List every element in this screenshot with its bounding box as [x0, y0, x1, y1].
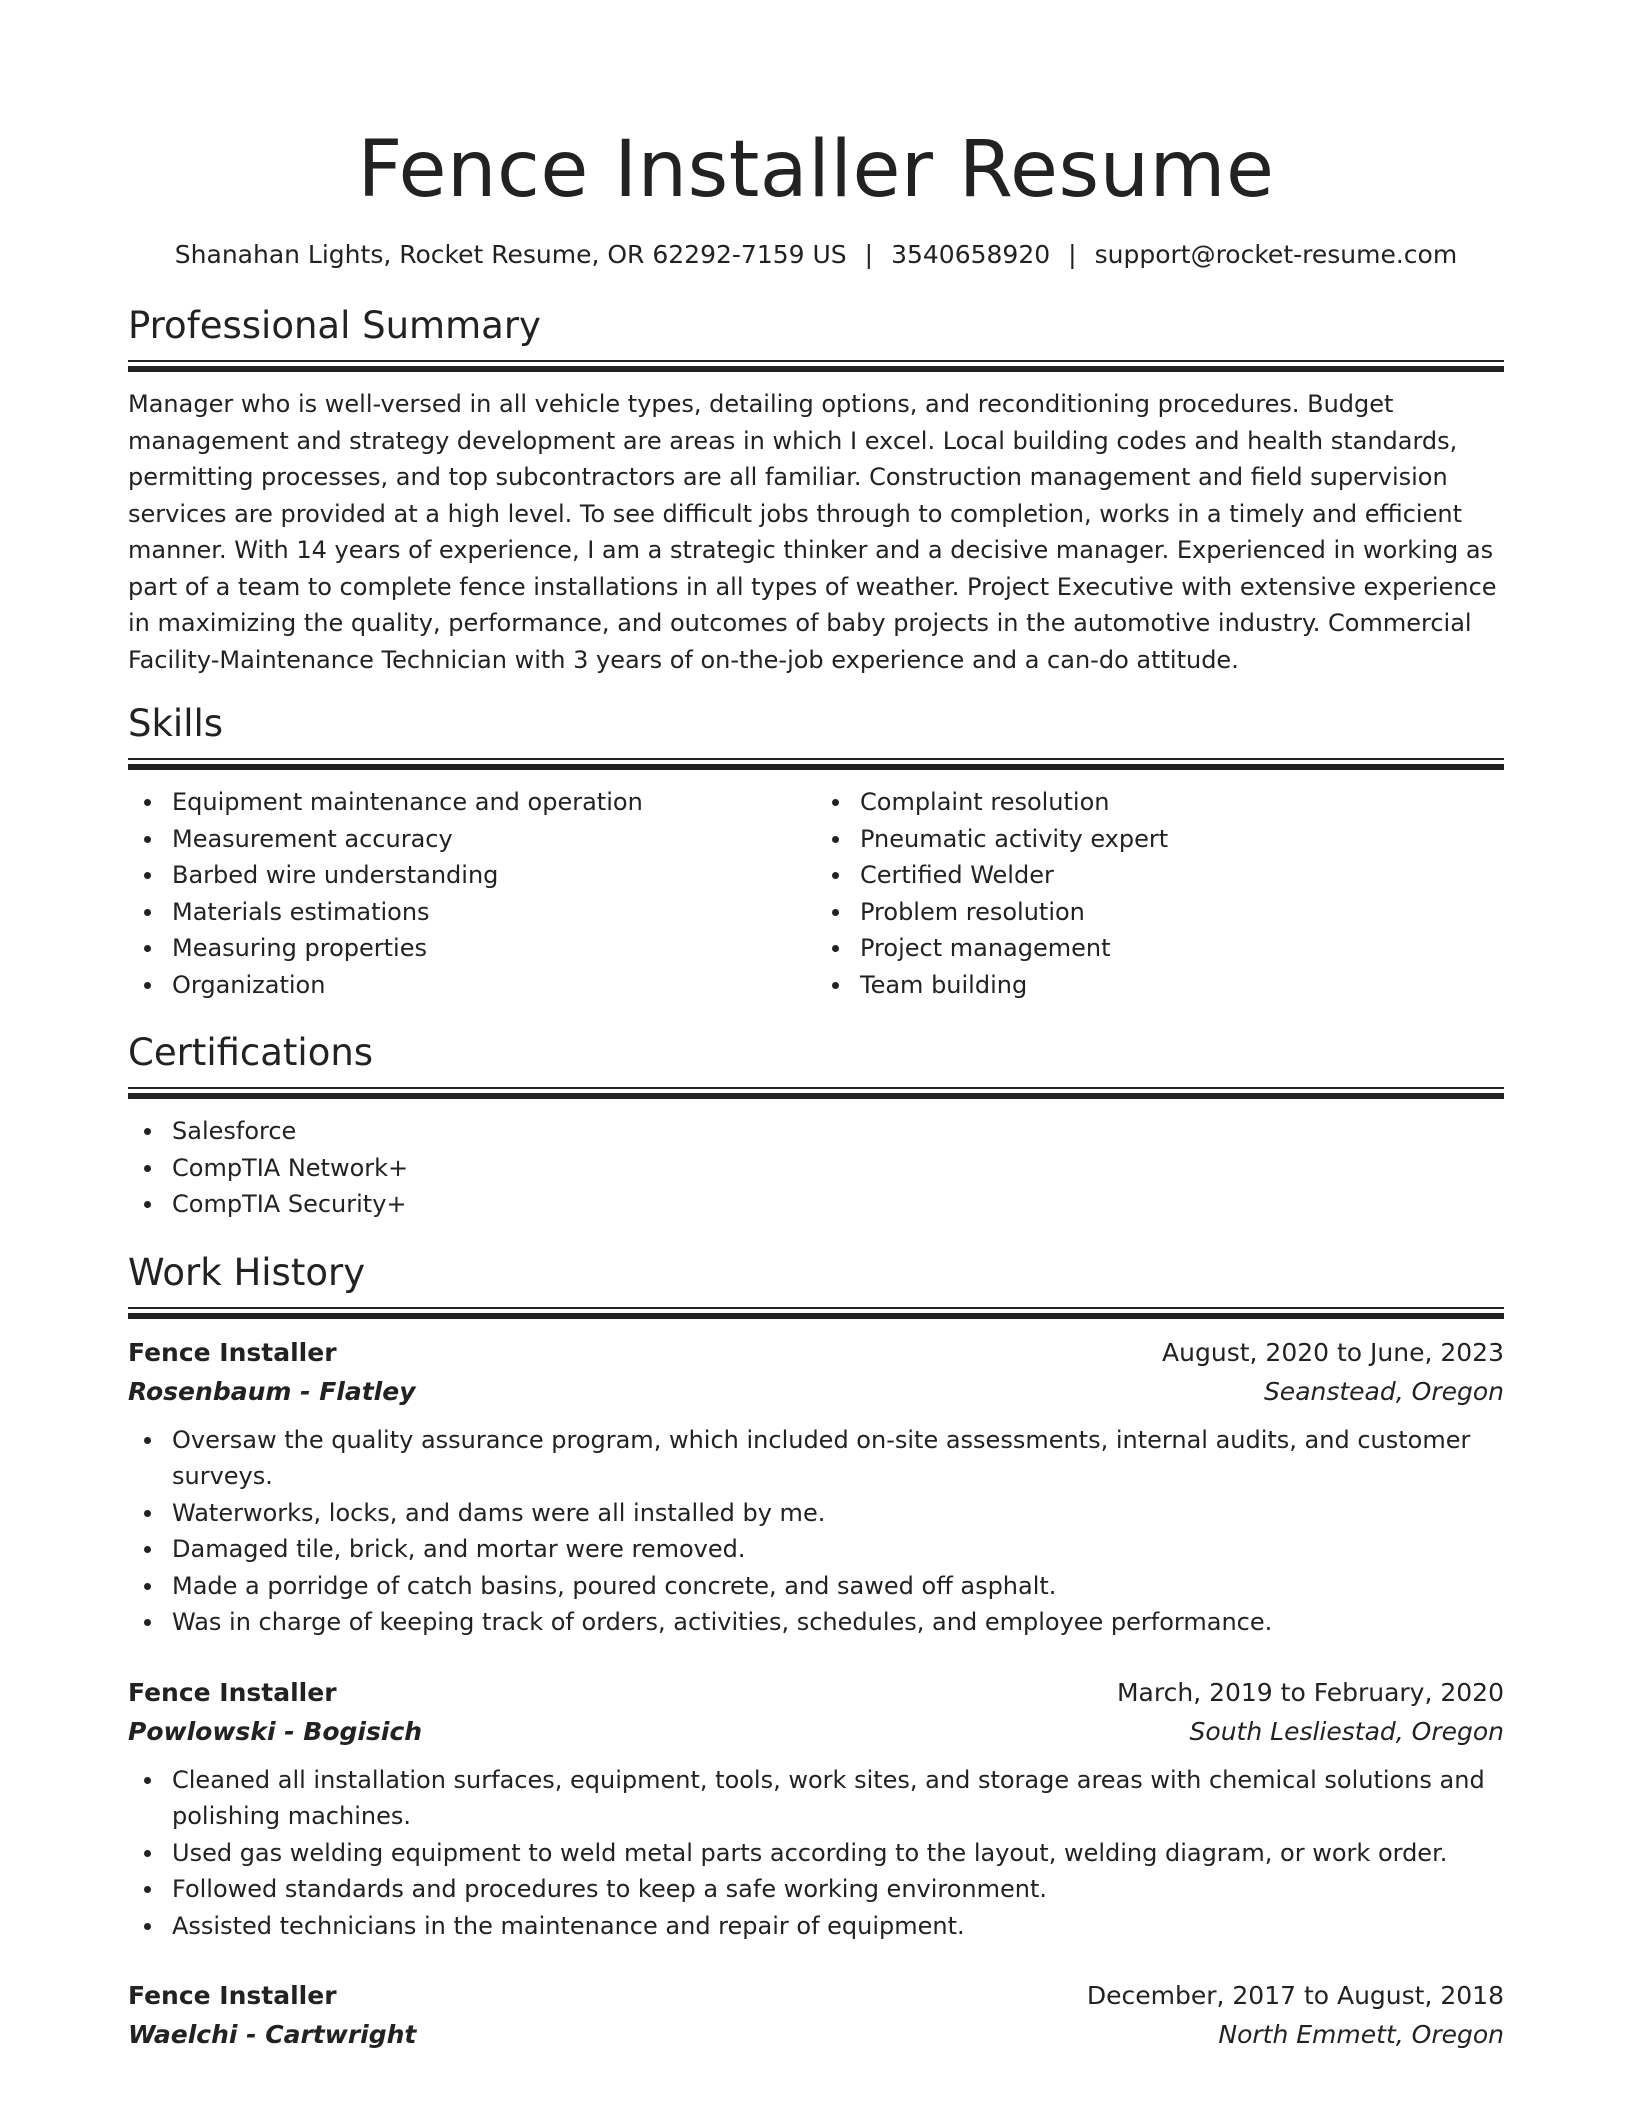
- skills-section: [128, 700, 1504, 1003]
- skill-item: Problem resolution: [816, 894, 1504, 931]
- job-company-row: [128, 1712, 1504, 1751]
- summary-text: Manager who is well-versed in all vehicle types, detailing options, and reconditioning procedures. Budget management and strategy development are areas in which I excel. Local building codes and health standards, permitting processes, and top subcontractors are all familiar. Construction management and field supervision services are provided at a high level. To see difficult jobs through to completion, works in a timely and efficient manner. With 14 years of experience, I am a strategic thinker and a decisive manager. Experienced in working as part of a team to complete fence installations in all types of weather. Project Executive with extensive experience in maximizing the quality, performance, and outcomes of baby projects in the automotive industry. Commercial Facility-Maintenance Technician with 3 years of on-the-job experience and a can-do attitude.: [128, 390, 1497, 674]
- job-title: Fence Installer: [128, 1337, 337, 1367]
- certifications-section: [128, 1029, 1504, 1223]
- job-company: Waelchi - Cartwright: [128, 2020, 417, 2049]
- contact-line: [128, 238, 1504, 272]
- job-company: Powlowski - Bogisich: [128, 1716, 423, 1746]
- skill-item: Project management: [816, 930, 1504, 967]
- section-heading-work-history: Work History: [128, 1250, 366, 1294]
- contact-separator: |: [864, 240, 874, 269]
- job-entry: [128, 1976, 1504, 2054]
- job-company: Rosenbaum - Flatley: [128, 1376, 416, 1406]
- skills-right-column: [816, 784, 1504, 1003]
- skill-item: Barbed wire understanding: [128, 857, 816, 894]
- skills-grid: [128, 784, 1504, 1003]
- section-divider: [128, 1307, 1504, 1319]
- skill-item: Certified Welder: [816, 857, 1504, 894]
- job-header-row: [128, 1673, 1504, 1712]
- skill-item: Complaint resolution: [816, 784, 1504, 821]
- job-location: North Emmett, Oregon: [1218, 2020, 1504, 2049]
- skill-item: Measurement accuracy: [128, 821, 816, 858]
- job-bullets: [128, 1762, 1504, 1945]
- skills-left-column: [128, 784, 816, 1003]
- job-header-row: [128, 1976, 1504, 2015]
- job-location: Seanstead, Oregon: [1263, 1376, 1504, 1406]
- job-bullets: [128, 1422, 1504, 1641]
- skill-item: Equipment maintenance and operation: [128, 784, 816, 821]
- section-divider: [128, 360, 1504, 372]
- phone: 3540658920: [891, 240, 1051, 269]
- job-dates: December, 2017 to August, 2018: [1086, 1981, 1504, 2010]
- certification-item: CompTIA Security+: [128, 1186, 1504, 1223]
- skill-item: Materials estimations: [128, 894, 816, 931]
- email: support@rocket-resume.com: [1094, 240, 1458, 269]
- certification-list: [128, 1113, 1504, 1223]
- job-company-row: [128, 2015, 1504, 2054]
- job-title: Fence Installer: [128, 1677, 337, 1707]
- job-bullet: Assisted technicians in the maintenance and repair of equipment.: [128, 1908, 1504, 1945]
- section-heading-certifications: Certifications: [128, 1031, 374, 1074]
- section-heading-summary: Professional Summary: [128, 304, 541, 347]
- job-bullet: Was in charge of keeping track of orders, activities, schedules, and employee performance.: [128, 1604, 1504, 1641]
- section-divider: [128, 1087, 1504, 1099]
- certification-item: CompTIA Network+: [128, 1150, 1504, 1187]
- section-divider: [128, 758, 1504, 770]
- address: Shanahan Lights, Rocket Resume, OR 62292-7159 US: [174, 240, 847, 269]
- job-bullet: Cleaned all installation surfaces, equipment, tools, work sites, and storage areas with chemical solutions and polishing machines.: [128, 1762, 1504, 1835]
- job-dates: March, 2019 to February, 2020: [1116, 1677, 1504, 1707]
- skill-item: Team building: [816, 967, 1504, 1004]
- skill-item: Measuring properties: [128, 930, 816, 967]
- job-bullet: Used gas welding equipment to weld metal parts according to the layout, welding diagram, or work order.: [128, 1835, 1504, 1872]
- certification-item: Salesforce: [128, 1113, 1504, 1150]
- job-bullet: Waterworks, locks, and dams were all installed by me.: [128, 1495, 1504, 1532]
- job-bullet: Oversaw the quality assurance program, which included on-site assessments, internal audits, and customer surveys.: [128, 1422, 1504, 1495]
- contact-separator: |: [1068, 240, 1077, 269]
- job-location: South Lesliestad, Oregon: [1189, 1716, 1504, 1746]
- job-dates: August, 2020 to June, 2023: [1162, 1337, 1504, 1367]
- section-heading-skills: Skills: [128, 702, 224, 745]
- summary-section: [128, 302, 1504, 678]
- skill-item: Organization: [128, 967, 816, 1004]
- job-entry: [128, 1673, 1504, 1945]
- job-company-row: [128, 1372, 1504, 1411]
- job-header-row: [128, 1333, 1504, 1372]
- job-bullet: Made a porridge of catch basins, poured concrete, and sawed off asphalt.: [128, 1568, 1504, 1605]
- job-bullet: Followed standards and procedures to keep a safe working environment.: [128, 1871, 1504, 1908]
- skill-item: Pneumatic activity expert: [816, 821, 1504, 858]
- job-bullet: Damaged tile, brick, and mortar were removed.: [128, 1531, 1504, 1568]
- job-title: Fence Installer: [128, 1981, 337, 2010]
- job-entry: [128, 1333, 1504, 1641]
- work-history-section: [128, 1249, 1504, 2055]
- resume-title: Fence Installer Resume: [357, 125, 1275, 215]
